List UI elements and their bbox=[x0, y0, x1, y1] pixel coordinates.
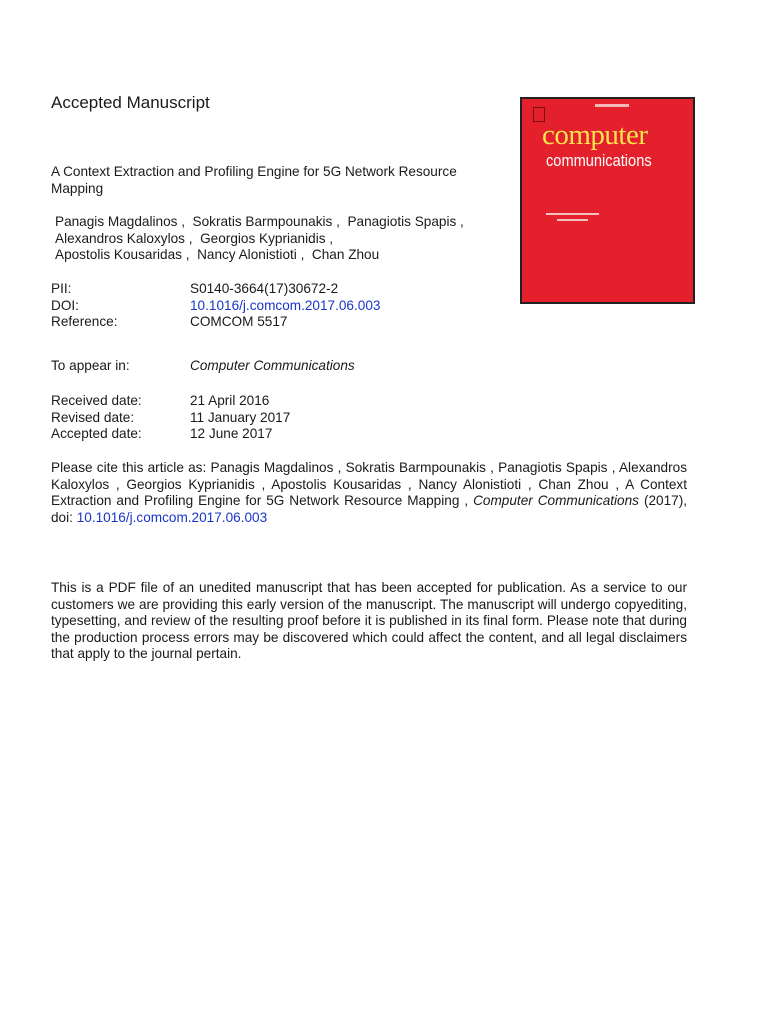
author-list bbox=[55, 214, 505, 264]
revised-date: 11 January 2017 bbox=[190, 409, 291, 425]
appear-block bbox=[51, 358, 355, 375]
author: Nancy Alonistioti , bbox=[197, 247, 305, 262]
citation-year: (2017), doi: bbox=[51, 493, 688, 525]
cover-text-mark bbox=[546, 213, 599, 215]
cover-title-line2: communications bbox=[546, 151, 652, 170]
author: Chan Zhou bbox=[311, 247, 380, 262]
accepted-label: Accepted date: bbox=[51, 426, 142, 441]
cover-issn-mark bbox=[595, 104, 629, 107]
author: Sokratis Barmpounakis , bbox=[192, 214, 340, 229]
citation-journal: Computer Communications bbox=[473, 493, 639, 508]
author: Panagiotis Spapis , bbox=[347, 214, 464, 229]
cover-title-line1: computer bbox=[542, 119, 648, 151]
cover-text-mark bbox=[557, 219, 588, 221]
journal-cover bbox=[520, 97, 695, 304]
received-date: 21 April 2016 bbox=[190, 393, 270, 408]
reference-value: COMCOM 5517 bbox=[190, 314, 288, 329]
revised-label: Revised date: bbox=[51, 409, 135, 425]
pii-value: S0140-3664(17)30672-2 bbox=[190, 281, 339, 296]
citation-paragraph bbox=[51, 460, 687, 526]
identifier-block bbox=[51, 281, 380, 331]
page-heading: Accepted Manuscript bbox=[51, 93, 210, 112]
citation-doi-link[interactable]: 10.1016/j.comcom.2017.06.003 bbox=[76, 509, 268, 525]
accepted-date: 12 June 2017 bbox=[190, 426, 273, 441]
pii-label: PII: bbox=[51, 281, 72, 296]
author: Alexandros Kaloxylos , bbox=[55, 230, 193, 246]
author: Georgios Kyprianidis , bbox=[200, 230, 334, 246]
reference-label: Reference: bbox=[51, 314, 118, 329]
article-title: A Context Extraction and Profiling Engine for 5G Network Resource Mapping bbox=[51, 164, 457, 196]
author: Panagis Magdalinos , bbox=[55, 214, 185, 229]
appear-label: To appear in: bbox=[51, 358, 130, 373]
journal-name: Computer Communications bbox=[190, 358, 355, 373]
disclaimer-paragraph: This is a PDF file of an unedited manuscript that has been accepted for publication. As a service to our customers we are providing this early version of the manuscript. The manuscript will undergo copyediting, typesetting, and review of the resulting proof before it is published in its final form. Please note that during the production process errors may be discovered which could affect the content, and all legal disclaimers that apply to the journal pertain. bbox=[51, 580, 687, 661]
citation-text: Please cite this article as: Panagis Magdalinos , Sokratis Barmpounakis , Panagiotis Spapis , Alexandros Kaloxylos , Georgios Kyprianidis , Apostolis Kousaridas , Nancy Alonistioti , Chan Zhou , A Context Extraction and Profiling Engine for 5G Network Resource Mapping , bbox=[51, 460, 687, 508]
author: Apostolis Kousaridas , bbox=[55, 247, 190, 262]
doi-link[interactable]: 10.1016/j.comcom.2017.06.003 bbox=[190, 297, 381, 313]
received-label: Received date: bbox=[51, 393, 142, 408]
dates-block bbox=[51, 393, 290, 443]
doi-label: DOI: bbox=[51, 297, 79, 313]
